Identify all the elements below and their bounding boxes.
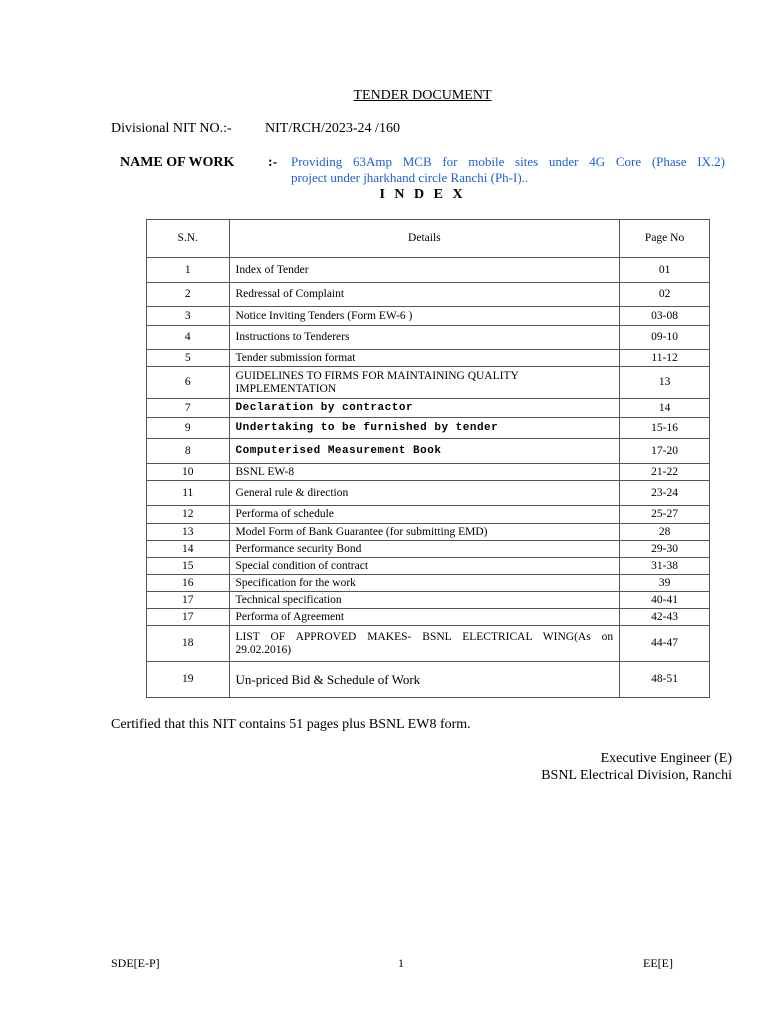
index-title: I N D E X — [379, 187, 466, 202]
table-row — [147, 609, 710, 626]
row-page: 13 — [620, 367, 710, 399]
row-sn: 9 — [147, 418, 230, 439]
column-header-details: Details — [229, 220, 620, 258]
table-row — [147, 283, 710, 307]
row-sn: 17 — [147, 592, 230, 609]
footer-left: SDE[E-P] — [111, 956, 160, 970]
table-row — [147, 506, 710, 524]
row-page: 02 — [620, 283, 710, 307]
row-page: 40-41 — [620, 592, 710, 609]
row-details: Declaration by contractor — [229, 399, 620, 418]
row-sn: 14 — [147, 541, 230, 558]
row-page: 14 — [620, 399, 710, 418]
row-details: Computerised Measurement Book — [229, 439, 620, 464]
table-row — [147, 626, 710, 662]
certification-statement: Certified that this NIT contains 51 pages plus BSNL EW8 form. — [111, 717, 471, 732]
table-row — [147, 575, 710, 592]
table-row — [147, 258, 710, 283]
row-details: Technical specification — [229, 592, 620, 609]
column-header-page: Page No — [620, 220, 710, 258]
row-details: Undertaking to be furnished by tender — [229, 418, 620, 439]
page-number: 1 — [398, 956, 404, 970]
row-page: 17-20 — [620, 439, 710, 464]
row-page: 44-47 — [620, 626, 710, 662]
table-row — [147, 326, 710, 350]
name-of-work-separator: :- — [268, 155, 278, 170]
table-row — [147, 367, 710, 399]
row-details: Un-priced Bid & Schedule of Work — [229, 662, 620, 698]
row-sn: 10 — [147, 464, 230, 481]
nit-number-label: Divisional NIT NO.:- — [111, 121, 232, 136]
row-sn: 1 — [147, 258, 230, 283]
row-details: Performa of Agreement — [229, 609, 620, 626]
name-of-work-label: NAME OF WORK — [120, 155, 235, 170]
row-page: 15-16 — [620, 418, 710, 439]
name-of-work-line-1: Providing 63Amp MCB for mobile sites under 4G Core (Phase IX.2) — [291, 154, 725, 169]
row-details: Tender submission format — [229, 350, 620, 367]
row-details: Redressal of Complaint — [229, 283, 620, 307]
row-details: Model Form of Bank Guarantee (for submitting EMD) — [229, 524, 620, 541]
row-sn: 19 — [147, 662, 230, 698]
table-row — [147, 481, 710, 506]
row-page: 09-10 — [620, 326, 710, 350]
row-page: 21-22 — [620, 464, 710, 481]
row-sn: 8 — [147, 439, 230, 464]
row-sn: 7 — [147, 399, 230, 418]
table-row — [147, 592, 710, 609]
table-row — [147, 350, 710, 367]
row-details: LIST OF APPROVED MAKES- BSNL ELECTRICAL WING(As on 29.02.2016) — [229, 626, 620, 662]
row-sn: 4 — [147, 326, 230, 350]
row-details: BSNL EW-8 — [229, 464, 620, 481]
nit-number-value: NIT/RCH/2023-24 /160 — [265, 121, 400, 136]
row-sn: 17 — [147, 609, 230, 626]
table-row — [147, 541, 710, 558]
table-row — [147, 307, 710, 326]
row-details: GUIDELINES TO FIRMS FOR MAINTAINING QUALITY IMPLEMENTATION — [229, 367, 620, 399]
table-row — [147, 558, 710, 575]
document-title: TENDER DOCUMENT — [353, 88, 492, 103]
row-sn: 18 — [147, 626, 230, 662]
row-sn: 16 — [147, 575, 230, 592]
row-page: 48-51 — [620, 662, 710, 698]
row-page: 11-12 — [620, 350, 710, 367]
row-sn: 5 — [147, 350, 230, 367]
row-page: 23-24 — [620, 481, 710, 506]
row-page: 03-08 — [620, 307, 710, 326]
row-details: Special condition of contract — [229, 558, 620, 575]
signature-office: BSNL Electrical Division, Ranchi — [541, 768, 732, 783]
row-sn: 2 — [147, 283, 230, 307]
row-details: Instructions to Tenderers — [229, 326, 620, 350]
row-page: 01 — [620, 258, 710, 283]
column-header-sn: S.N. — [147, 220, 230, 258]
row-sn: 3 — [147, 307, 230, 326]
index-table — [146, 219, 710, 698]
table-row — [147, 464, 710, 481]
row-sn: 11 — [147, 481, 230, 506]
row-sn: 13 — [147, 524, 230, 541]
row-page: 42-43 — [620, 609, 710, 626]
name-of-work-text — [291, 154, 725, 186]
row-page: 28 — [620, 524, 710, 541]
row-details: Specification for the work — [229, 575, 620, 592]
signature-title: Executive Engineer (E) — [600, 751, 732, 766]
row-page: 39 — [620, 575, 710, 592]
table-row — [147, 524, 710, 541]
row-sn: 15 — [147, 558, 230, 575]
table-header-row — [147, 220, 710, 258]
name-of-work-line-2: project under jharkhand circle Ranchi (Ph-I).. — [291, 170, 529, 185]
row-details: Performa of schedule — [229, 506, 620, 524]
row-sn: 6 — [147, 367, 230, 399]
table-row — [147, 662, 710, 698]
row-page: 25-27 — [620, 506, 710, 524]
row-details: Performance security Bond — [229, 541, 620, 558]
row-details: Index of Tender — [229, 258, 620, 283]
table-row — [147, 418, 710, 439]
row-page: 31-38 — [620, 558, 710, 575]
row-details: Notice Inviting Tenders (Form EW-6 ) — [229, 307, 620, 326]
table-row — [147, 439, 710, 464]
table-row — [147, 399, 710, 418]
row-sn: 12 — [147, 506, 230, 524]
row-page: 29-30 — [620, 541, 710, 558]
footer-right: EE[E] — [643, 956, 673, 970]
row-details: General rule & direction — [229, 481, 620, 506]
